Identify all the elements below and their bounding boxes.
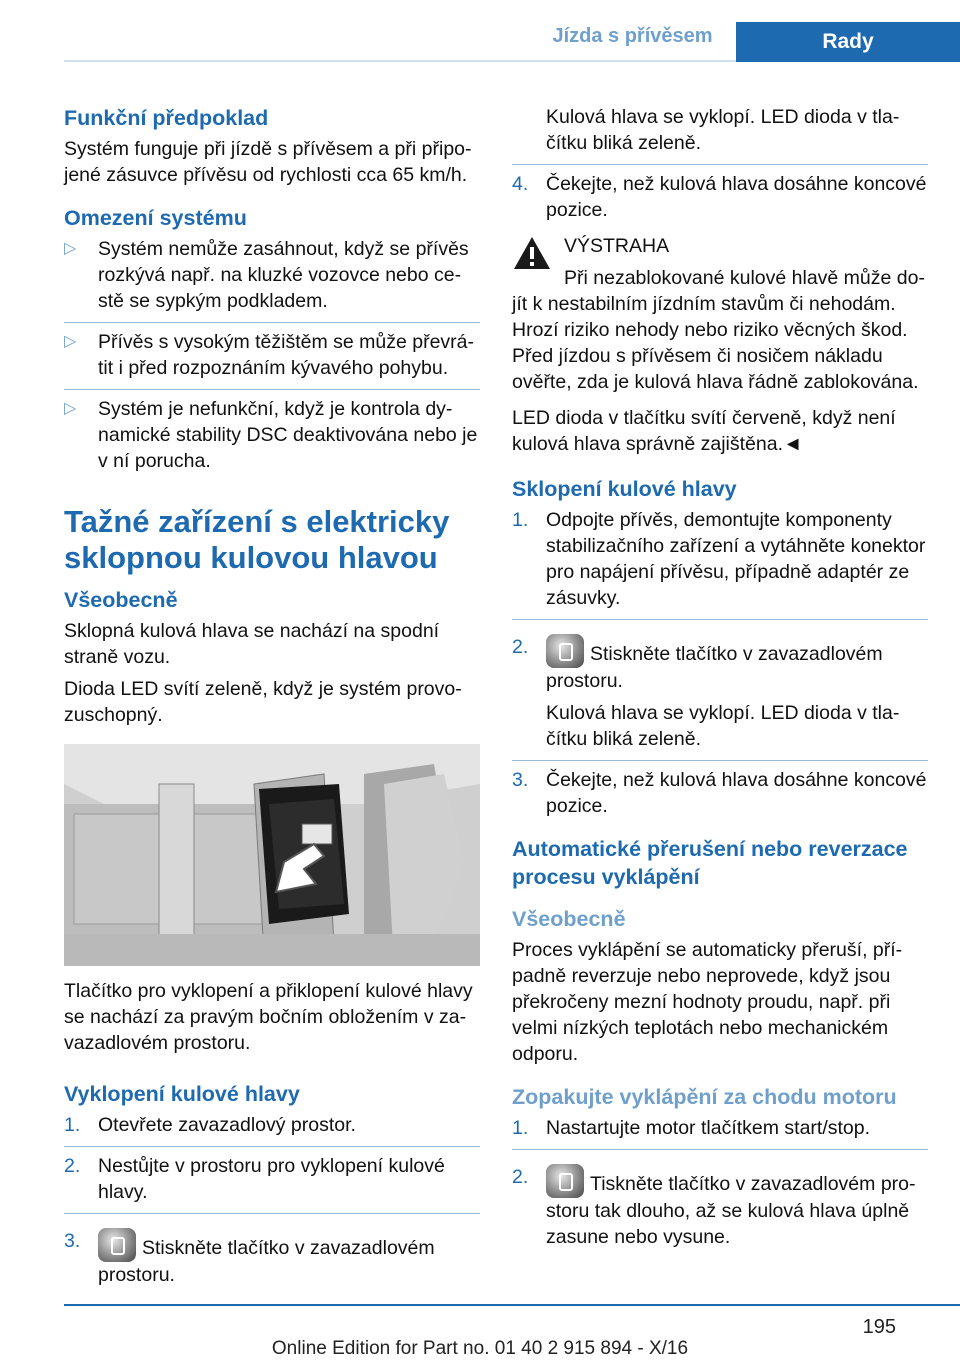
footer-rule	[64, 1304, 960, 1306]
fold-steps	[512, 507, 928, 819]
triangle-bullet-icon: ▷	[64, 400, 77, 417]
heading-repeat-with-engine: Zopakujte vyklápění za chodu motoru	[512, 1085, 897, 1109]
unfold-steps-continued	[512, 104, 928, 223]
tow-hitch-button-icon	[546, 1164, 584, 1198]
right-column	[512, 104, 928, 1260]
warning-title: VÝSTRAHA	[564, 235, 670, 257]
limits-list	[64, 236, 480, 474]
list-item: 1. Nastartujte motor tlačítkem start/stop.	[512, 1117, 871, 1139]
left-column	[64, 104, 480, 1298]
warning-box	[512, 233, 928, 279]
repeat-steps	[512, 1115, 928, 1250]
heading-fold-ball-head: Sklopení kulové hlavy	[512, 477, 737, 501]
list-item: ▷ Přívěs s vysokým těžištěm se může převrátit i před rozpoznáním kývavého pohybu.	[64, 322, 480, 381]
tow-hitch-button-icon	[98, 1228, 136, 1262]
paragraph-functional-prerequisite: Systém funguje při jízdě s přívěsem a při připojené zásuvce přívěsu od rychlosti cca 65 km/h.	[64, 138, 472, 186]
list-item: ▷ Systém nemůže zasáhnout, když se přívěs rozkývá např. na kluzké vozovce nebo cestě se sypkým podkladem.	[64, 238, 469, 312]
photo-caption: Tlačítko pro vyklopení a přiklopení kulové hlavy se nachází za pravým bočním obložením v zavazadlovém prostoru.	[64, 980, 473, 1054]
led-warning-text: LED dioda v tlačítku svítí červeně, když není kulová hlava správně zajištěna.◄	[512, 407, 896, 455]
list-item: 2. Stiskněte tlačítko v zavazadlovém prostoru. Kulová hlava se vyklopí. LED dioda v tlačítku bliká zeleně.	[512, 619, 928, 752]
paragraph-general-2: Dioda LED svítí zeleně, když je systém provozuschopný.	[64, 678, 462, 726]
heading-auto-interrupt: Automatické přerušení nebo reverzace procesu vyklápění	[512, 837, 908, 889]
paragraph-auto-interrupt: Proces vyklápění se automaticky přeruší, případně reverzuje nebo neprovede, když jsou překročeny mezní hodnoty proudu, např. při velmi nízkých teplotách nebo mechanickém odporu.	[512, 939, 903, 1065]
list-item: 1. Odpojte přívěs, demontujte komponenty stabilizačního zařízení a vytáhněte konektor pro napájení přívěsu, případně adaptér ze zásuvky.	[512, 509, 926, 609]
footer-edition-note: Online Edition for Part no. 01 40 2 915 894 - X/16	[271, 1338, 689, 1359]
trunk-photo	[64, 744, 480, 966]
list-item: 2. Nestůjte v prostoru pro vyklopení kulové hlavy.	[64, 1146, 480, 1205]
list-item: 3. Čekejte, než kulová hlava dosáhne koncové pozice.	[512, 760, 928, 819]
heading-general: Všeobecně	[64, 588, 178, 612]
unfold-steps	[64, 1112, 480, 1288]
page-number: 195	[862, 1316, 896, 1338]
list-item: 4. Čekejte, než kulová hlava dosáhne koncové pozice.	[512, 164, 928, 223]
heading-general-2: Všeobecně	[512, 907, 626, 931]
warning-triangle-icon	[512, 235, 552, 271]
tow-hitch-button-icon	[546, 634, 584, 668]
heading-system-limits: Omezení systému	[64, 206, 247, 230]
list-item: ▷ Systém je nefunkční, když je kontrola dynamické stability DSC deaktivována nebo je v ní porucha.	[64, 389, 480, 474]
header-section: Jízda s přívěsem	[552, 25, 713, 47]
list-item: 1. Otevřete zavazadlový prostor.	[64, 1114, 356, 1136]
list-item: 3. Stiskněte tlačítko v zavazadlovém prostoru.	[64, 1213, 480, 1288]
warning-text: Při nezablokované kulové hlavě může dojít k nestabilním jízdním stavům či nehodám. Hrozí riziko nehody nebo riziko věcných škod. Před jízdou s přívěsem či nosičem nákladu ověřte, zda je kulová hlava řádně zablokována.	[512, 267, 925, 393]
heading-tow-hitch: Tažné zařízení s elektricky sklopnou kulovou hlavou	[64, 504, 450, 575]
triangle-bullet-icon: ▷	[64, 240, 77, 257]
header-chapter-tab: Rady	[736, 22, 960, 62]
triangle-bullet-icon: ▷	[64, 333, 77, 350]
heading-unfold-ball-head: Vyklopení kulové hlavy	[64, 1082, 300, 1106]
heading-functional-prerequisite: Funkční předpoklad	[64, 106, 269, 130]
paragraph-general-1: Sklopná kulová hlava se nachází na spodní straně vozu.	[64, 620, 440, 668]
list-item: Kulová hlava se vyklopí. LED dioda v tlačítku bliká zeleně.	[546, 106, 900, 154]
list-item: 2. Tiskněte tlačítko v zavazadlovém prostoru tak dlouho, až se kulová hlava úplně zasune nebo vysune.	[512, 1149, 928, 1250]
